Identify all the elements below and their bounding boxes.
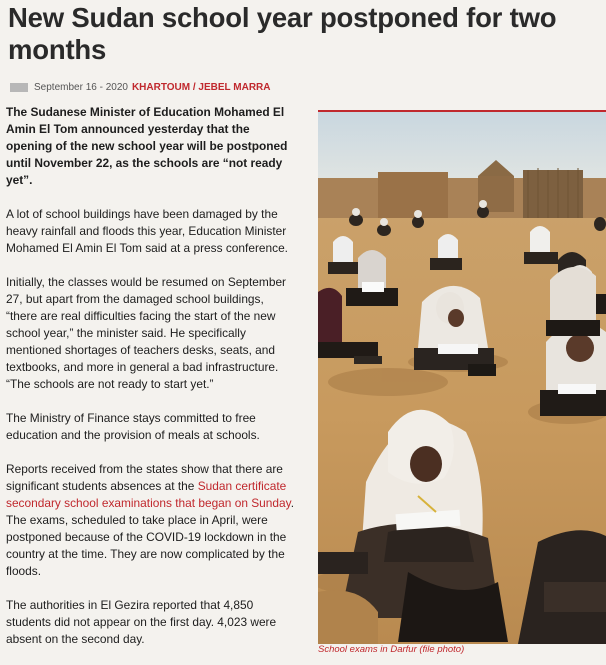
paragraph-text: Reports received from the states show that there are significant students absences at the bbox=[6, 462, 283, 493]
photo-caption: School exams in Darfur (file photo) bbox=[318, 644, 465, 655]
flag-icon bbox=[10, 83, 28, 92]
location-link[interactable]: KHARTOUM / JEBEL MARRA bbox=[131, 81, 271, 93]
paragraph-text: . The exams, scheduled to take place in April, were postponed because of the COVID-19 lockdown in the country at the time. They are now complicated by the floods. bbox=[6, 496, 294, 578]
paragraph bbox=[6, 461, 296, 580]
paragraph: The Ministry of Finance stays committed to free education and the provision of meals at schools. bbox=[6, 411, 260, 442]
article-date: September 16 - 2020 bbox=[34, 81, 128, 93]
article-meta bbox=[10, 80, 270, 94]
paragraph: A lot of school buildings have been damaged by the heavy rainfall and floods this year, Education Minister Mohamed El Amin El Tom said at a press conference. bbox=[6, 207, 288, 255]
article-headline: New Sudan school year postponed for two months bbox=[8, 2, 557, 65]
paragraph: Initially, the classes would be resumed on September 27, but apart from the damaged school buildings, “there are real difficulties facing the start of the new school year,” the minister said. He specifically mentioned shortages of teachers desks, seats, and textbooks, and more in general a bad infrastructure. “The schools are not ready to start yet.” bbox=[6, 275, 287, 391]
lead-paragraph: The Sudanese Minister of Education Mohamed El Amin El Tom announced yesterday that the opening of the new school year will be postponed until November 22, as the schools are “not ready yet”. bbox=[6, 105, 288, 187]
exam-link[interactable]: Sudan certificate secondary school examinations that began on Sunday bbox=[6, 479, 291, 510]
paragraph: The authorities in El Gezira reported that 4,850 students did not appear on the first day. 4,023 were absent on the second day. bbox=[6, 598, 277, 646]
article-photo bbox=[318, 110, 606, 644]
article-body bbox=[6, 104, 296, 665]
exam-scene-image bbox=[318, 112, 606, 644]
